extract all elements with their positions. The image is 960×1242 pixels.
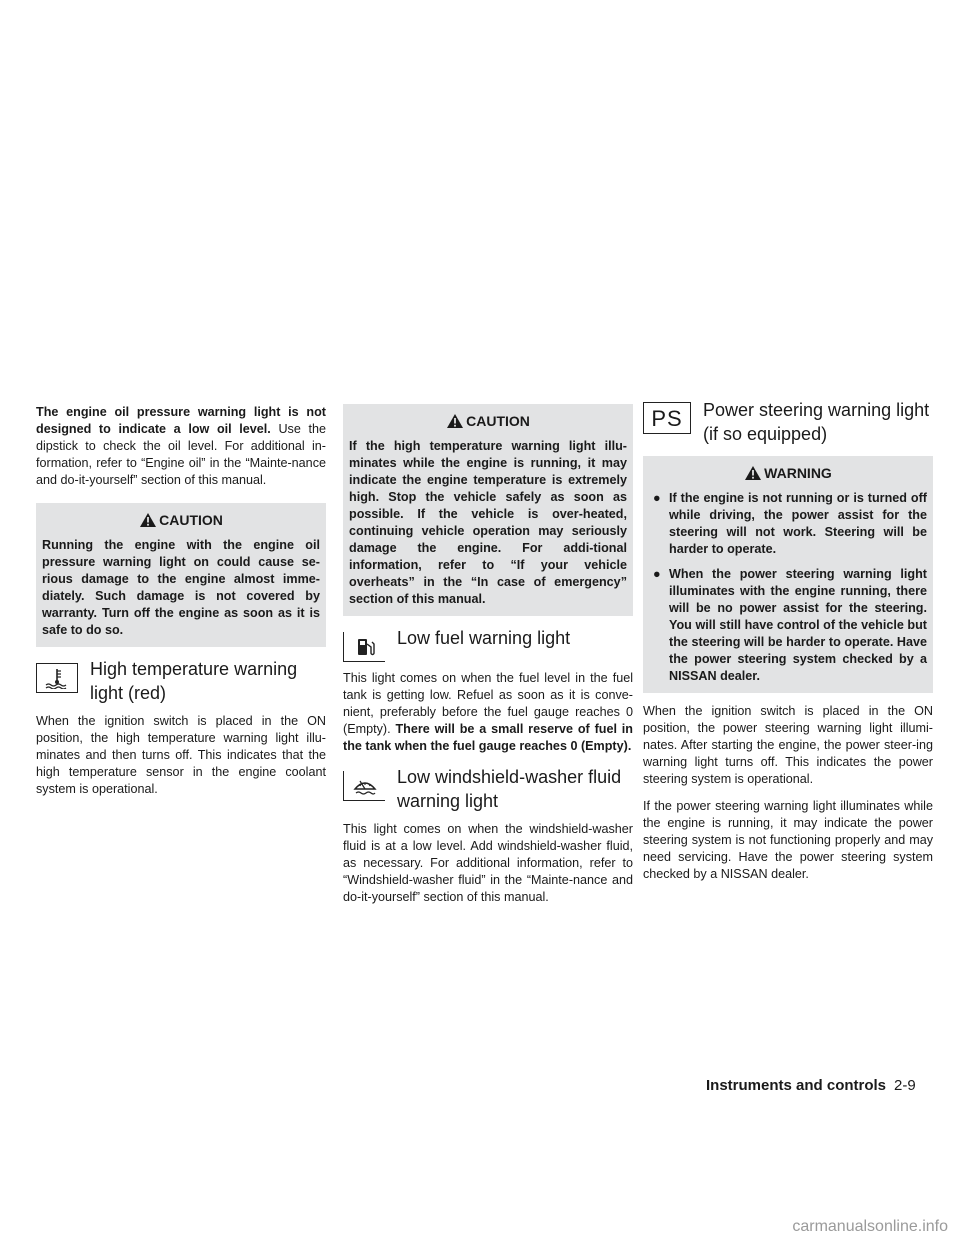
low-fuel-title: Low fuel warning light — [397, 628, 571, 648]
caution-body: Running the engine with the engine oil pressure warning light on could cause se-rious damage to the engine almost imme-diately. Such damage is not covered by warranty. Turn off the engine as soon as it is safe to do so. — [42, 538, 320, 637]
caution-title: CAUTION — [349, 412, 627, 430]
high-temp-indicator-heading — [36, 657, 326, 705]
washer-paragraph: This light comes on when the windshield-washer fluid is at a low level. Add windshield-washer fluid, as necessary. For additional information, refer to “Windshield-washer fluid” in the “Mainte-nance and do-it-yourself” section of this manual. — [343, 822, 633, 904]
warning-list-item: ● If the engine is not running or is turned off while driving, the power assist for the steering will not work. Steering will be harder to operate. — [653, 491, 927, 556]
warning-panel — [643, 456, 933, 693]
caution-panel-oil — [36, 503, 326, 647]
watermark: carmanualsonline.info — [792, 1218, 948, 1235]
bullet-icon: ● — [653, 491, 661, 505]
caution-title: CAUTION — [42, 511, 320, 529]
fuel-pump-icon — [343, 632, 385, 662]
power-steering-paragraph-1: When the ignition switch is placed in the ON position, the power steering warning light illumi-nates. After starting the engine, the power steer-ing warning light turns off. This indicates the power steering system is operational. — [643, 704, 933, 786]
high-temp-paragraph: When the ignition switch is placed in the ON position, the high temperature warning light illu-minates and then turns off. This indicates that the high temperature sensor in the engine coolant system is operational. — [36, 714, 326, 796]
power-steering-icon: PS — [643, 402, 691, 434]
section-name: Instruments and controls — [706, 1077, 887, 1094]
warning-triangle-icon — [446, 413, 464, 429]
warning-triangle-icon — [744, 465, 762, 481]
column-2 — [343, 404, 633, 916]
column-3 — [643, 398, 933, 893]
washer-fluid-icon — [343, 771, 385, 801]
power-steering-title: Power steering warning light (if so equipped) — [703, 400, 930, 444]
warning-list-item: ● When the power steering warning light illuminates with the engine running, there will be no power assist for the steering. You will still have control of the vehicle but the steering will be harder to operate. Have the power steering system checked by a NISSAN dealer. — [653, 567, 927, 683]
power-steering-indicator-heading — [643, 398, 933, 446]
washer-title: Low windshield-washer fluid warning light — [397, 767, 622, 811]
low-fuel-indicator-heading — [343, 626, 633, 662]
page-footer — [706, 1077, 916, 1094]
warning-triangle-icon — [139, 512, 157, 528]
oil-pressure-paragraph: The engine oil pressure warning light is not designed to indicate a low oil level. Use the dipstick to check the oil level. For additional in-formation, refer to “Engine oil” in the “Mainte-nance and do-it-yourself” section of this manual. — [36, 405, 326, 487]
coolant-temperature-icon — [36, 663, 78, 693]
low-fuel-paragraph: This light comes on when the fuel level in the fuel tank is getting low. Refuel as soon as it is conve-nient, preferably before the fuel gauge reaches 0 (Empty). There will be a small reserve of fuel in the tank when the fuel gauge reaches 0 (Empty). — [343, 671, 634, 753]
power-steering-paragraph-2: If the power steering warning light illuminates while the engine is running, it may indicate the power steering system is not functioning properly and may need servicing. Have the power steering system checked by a NISSAN dealer. — [643, 799, 933, 881]
high-temp-title: High temperature warning light (red) — [90, 659, 298, 703]
page-number: 2-9 — [894, 1077, 916, 1094]
warning-title: WARNING — [649, 464, 927, 482]
caution-panel-temp — [343, 404, 633, 616]
washer-indicator-heading — [343, 765, 633, 813]
bullet-icon: ● — [653, 567, 661, 581]
column-1 — [36, 404, 326, 808]
caution-body: If the high temperature warning light illu-minates while the engine is running, it may indicate the engine temperature is extremely high. Stop the vehicle safely as soon as possible. If the vehicle is over-heated, continuing vehicle operation may seriously damage the engine. For addi-tional information, refer to “If your vehicle overheats” in the “In case of emergency” section of this manual. — [349, 439, 627, 606]
warning-list — [649, 490, 927, 685]
